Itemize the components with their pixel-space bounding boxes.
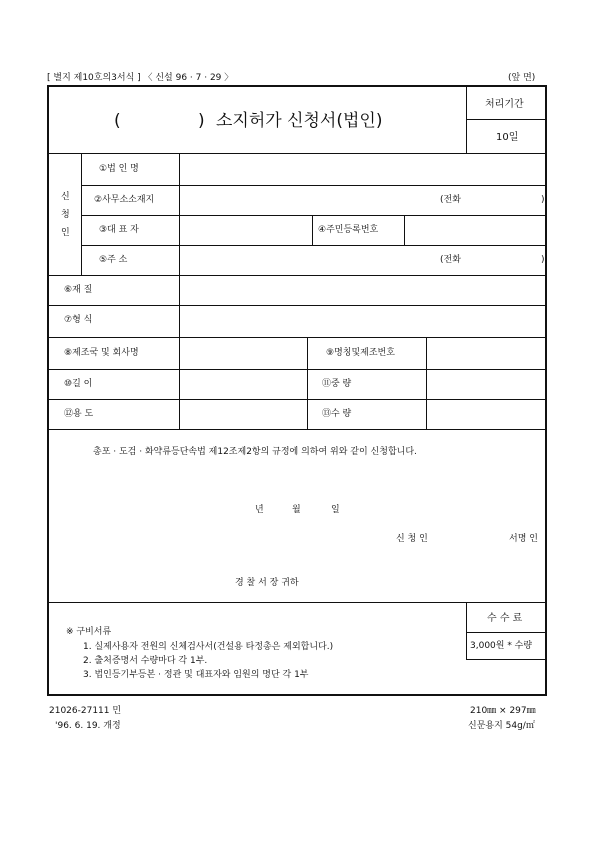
page-title: 소지허가 신청서(법인) <box>216 111 383 131</box>
applicant-label-2: 청 <box>61 210 70 220</box>
rule-item-1 <box>47 305 547 306</box>
rule-item-4 <box>47 399 547 400</box>
rule-processing <box>466 119 547 120</box>
rule-applicant-3 <box>81 245 547 246</box>
title-paren-close: ) <box>198 111 205 131</box>
date-day: 일 <box>331 505 340 515</box>
page-side-label: (앞 면) <box>508 73 536 83</box>
rule-processing-left <box>466 85 467 153</box>
form-reference: [ 별지 제10호의3서식 ] 〈 신설 96 · 7 · 29 〉 <box>47 73 234 83</box>
weight-label: ⑪중 량 <box>322 379 352 389</box>
rule-fee-left <box>466 602 467 659</box>
length-label: ⑩길 이 <box>64 379 93 389</box>
date-year: 년 <box>255 505 264 515</box>
rule-label-column <box>179 153 180 429</box>
product-number-label: ⑨명칭및제조번호 <box>326 348 395 358</box>
home-phone-open: (전화 <box>440 255 461 265</box>
paper-size: 210㎜ × 297㎜ <box>470 706 536 716</box>
rule-rep-split <box>312 215 313 245</box>
rule-item-3 <box>47 369 547 370</box>
representative-label: ③대 표 자 <box>99 225 139 235</box>
fee-label: 수 수 료 <box>487 613 523 624</box>
quantity-label: ⑬수 량 <box>322 409 352 419</box>
office-address-label: ②사무소소재지 <box>94 195 155 205</box>
office-phone-open: (전화 <box>440 195 461 205</box>
material-label: ⑥재 질 <box>64 285 93 295</box>
resident-number-label: ④주민등록번호 <box>318 225 379 235</box>
applicant-label-1: 신 <box>61 192 70 202</box>
rule-applicant-group <box>81 153 82 275</box>
fee-value: 3,000원 * 수량 <box>470 641 533 651</box>
rule-applicant-1 <box>81 185 547 186</box>
required-document-3: 3. 법인등기부등본 · 정관 및 대표자와 임원의 명단 각 1부 <box>83 670 309 680</box>
required-document-2: 2. 출처증명서 수량마다 각 1부. <box>83 656 208 666</box>
sign-seal-label: 서명 인 <box>509 534 538 544</box>
rule-title-bottom <box>47 153 547 154</box>
rule-rep-split-2 <box>404 215 405 245</box>
shape-label: ⑦형 식 <box>64 315 93 325</box>
applicant-signature-label: 신 청 인 <box>396 534 428 544</box>
rule-item-2 <box>47 337 547 338</box>
address-label: ⑤주 소 <box>99 255 128 265</box>
corp-name-label: ①법 인 명 <box>99 164 139 174</box>
paper-type: 신문용지 54g/㎡ <box>468 721 535 731</box>
rule-item-bottom <box>47 429 547 430</box>
rule-fee-mid <box>466 632 547 633</box>
form-code: 21026-27111 민 <box>49 706 122 716</box>
rule-item-split <box>307 337 308 429</box>
date-month: 월 <box>292 505 301 515</box>
processing-period-value: 10일 <box>496 132 519 143</box>
rule-applicant-2 <box>81 215 547 216</box>
title-paren-open: ( <box>114 111 121 131</box>
application-form <box>47 85 547 696</box>
rule-item-split-2 <box>426 337 427 429</box>
required-document-1: 1. 실제사용자 전원의 신체검사서(건설용 타정총은 제외합니다.) <box>83 642 334 652</box>
processing-period-label: 처리기간 <box>485 99 524 110</box>
office-phone-close: ) <box>541 195 545 205</box>
rule-statement-bottom <box>47 602 547 603</box>
applicant-label-3: 인 <box>61 228 70 238</box>
manufacturer-label: ⑧제조국 및 회사명 <box>64 348 139 358</box>
addressee: 경 찰 서 장 귀하 <box>235 578 299 588</box>
application-statement: 총포 · 도검 · 화약류등단속법 제12조제2항의 규정에 의하여 위와 같이 신청합니다. <box>93 447 417 457</box>
required-documents-heading: ※ 구비서류 <box>66 627 112 637</box>
rule-applicant-bottom <box>47 275 547 276</box>
revision-date: '96. 6. 19. 개정 <box>55 721 121 731</box>
rule-fee-bottom <box>466 659 547 660</box>
usage-label: ⑫용 도 <box>64 409 94 419</box>
home-phone-close: ) <box>541 255 545 265</box>
